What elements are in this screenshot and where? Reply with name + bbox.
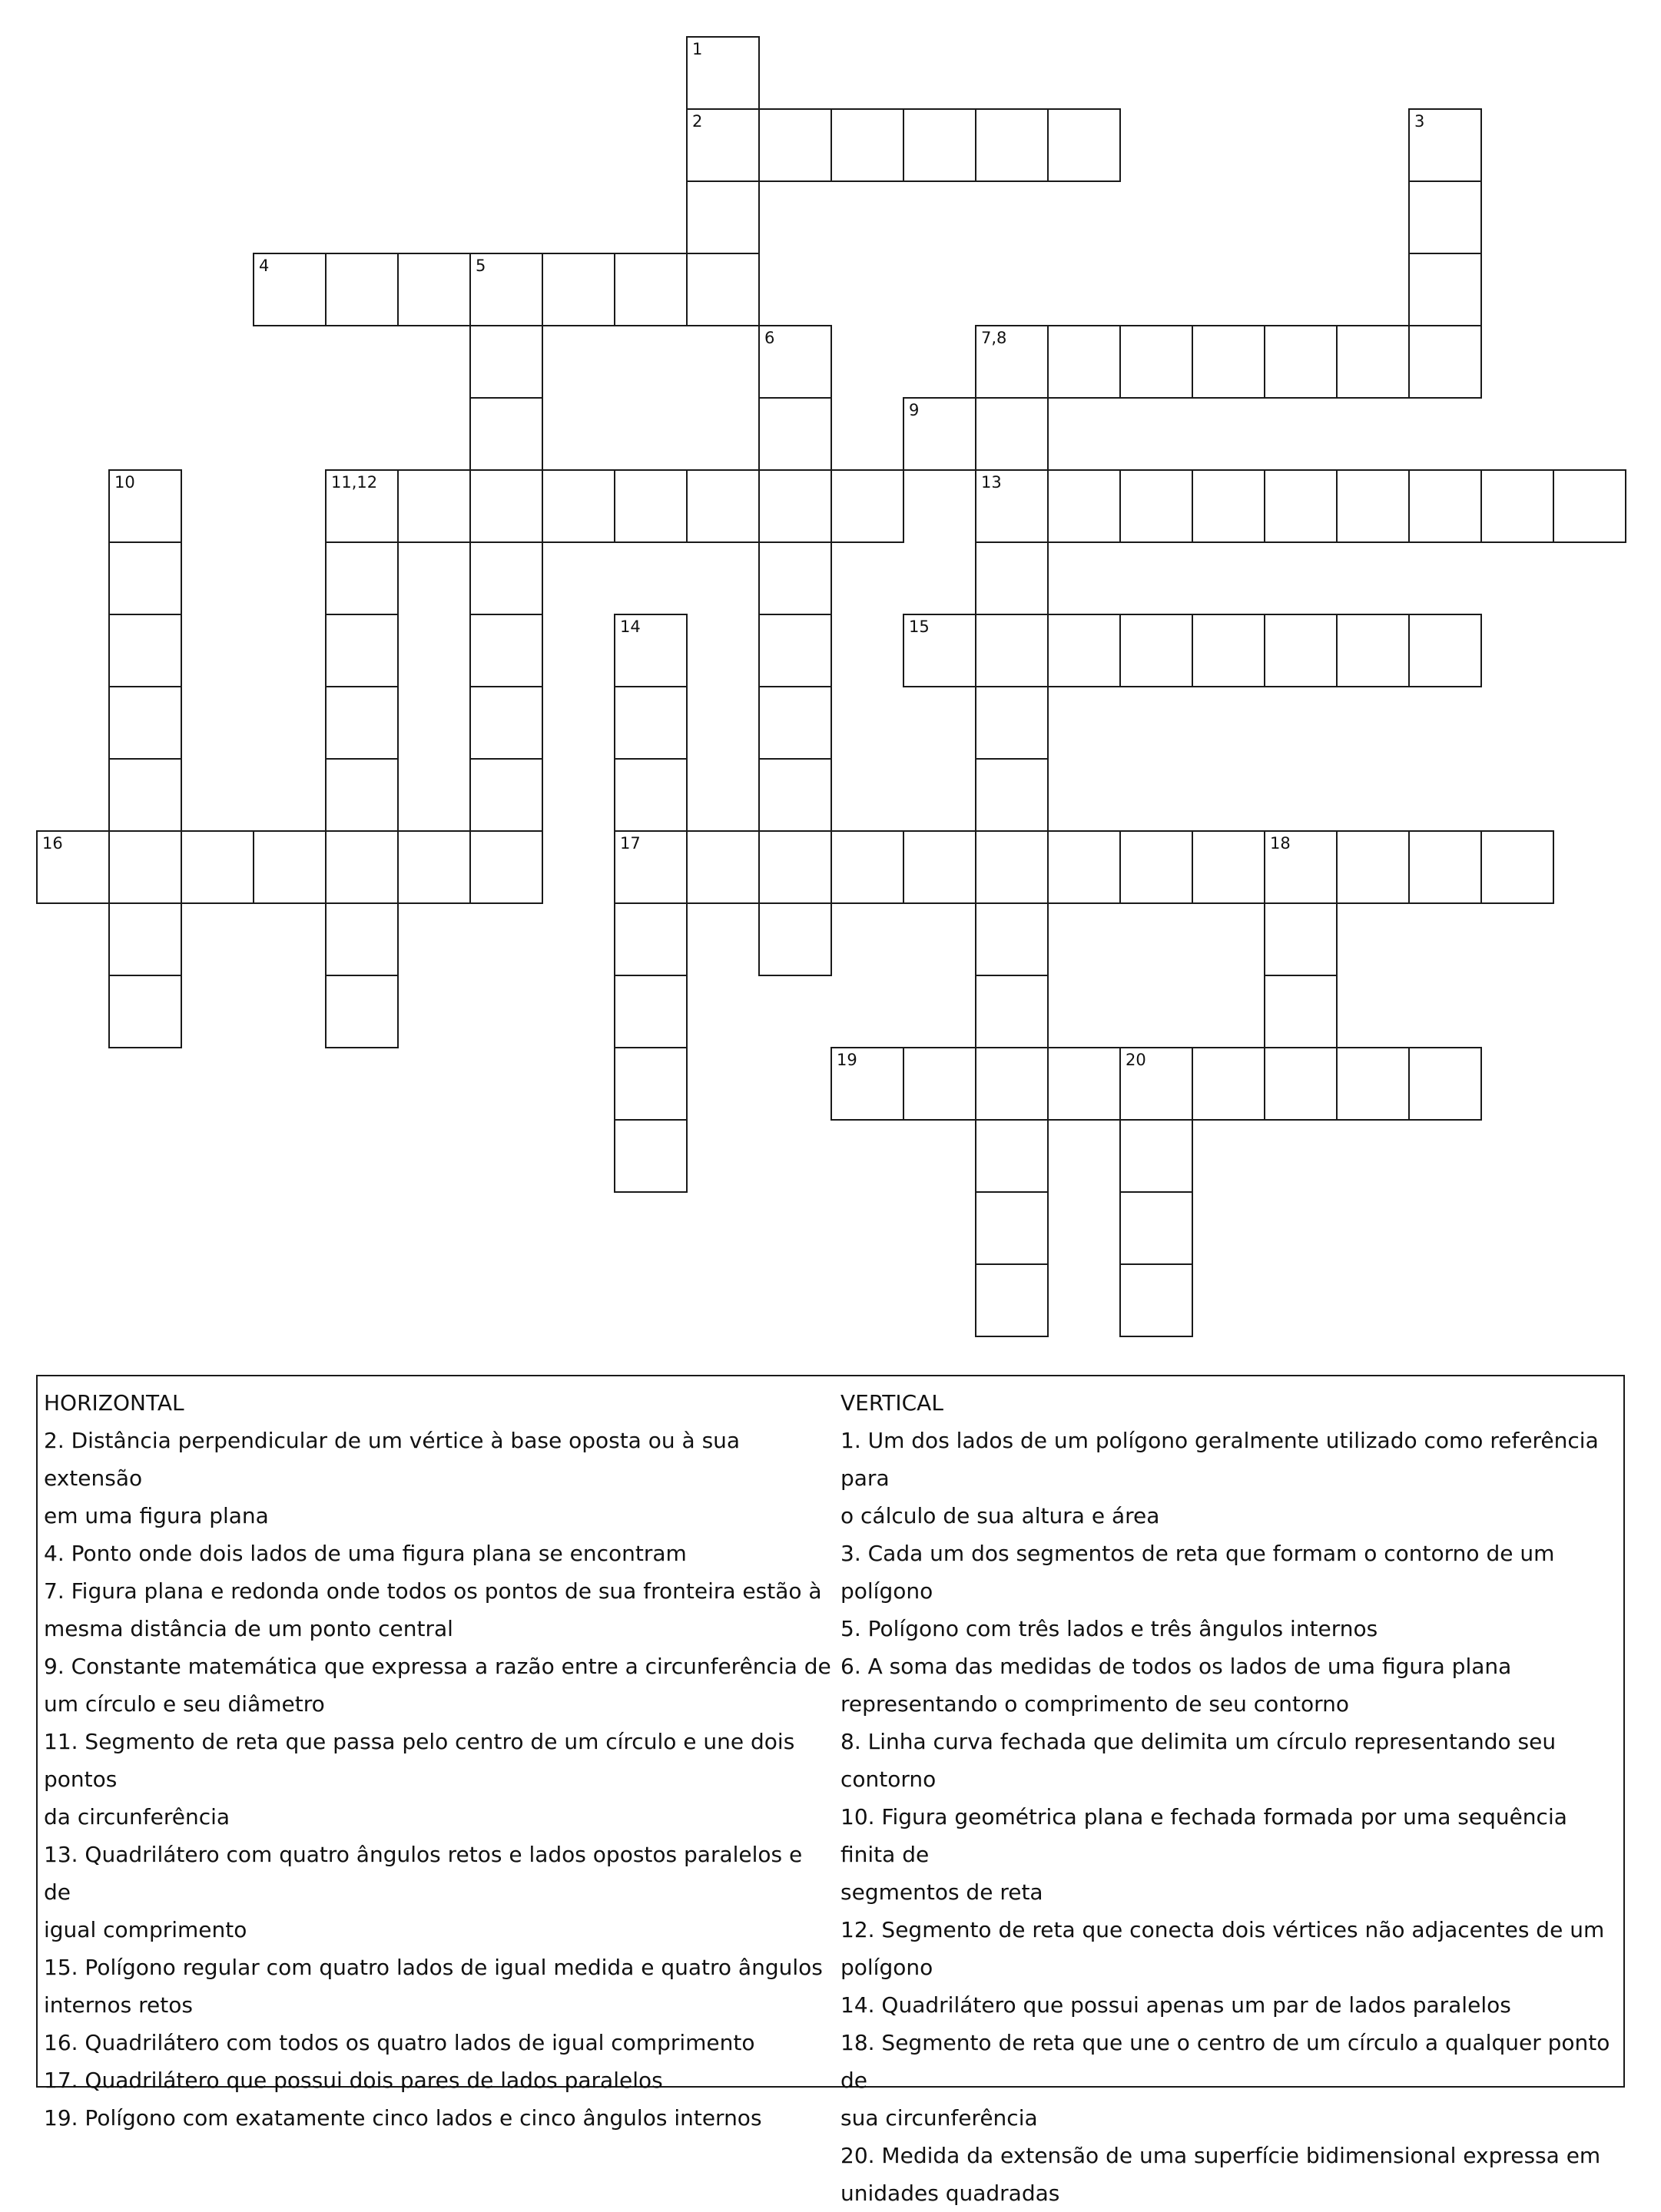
clue-number: 18 — [1270, 834, 1291, 853]
crossword-cell[interactable] — [108, 614, 182, 687]
crossword-cell[interactable] — [758, 469, 832, 543]
clue-number: 16 — [42, 834, 63, 853]
clue-number: 11,12 — [331, 473, 378, 492]
crossword-cell[interactable] — [1192, 614, 1265, 687]
crossword-cell[interactable] — [1264, 325, 1338, 399]
crossword-cell[interactable] — [108, 975, 182, 1048]
crossword-cell[interactable] — [1408, 1047, 1482, 1121]
crossword-cell-15[interactable] — [903, 614, 976, 687]
crossword-cell[interactable] — [1119, 614, 1193, 687]
crossword-cell[interactable] — [1408, 830, 1482, 904]
crossword-cell[interactable] — [758, 830, 832, 904]
clue-number: 13 — [981, 473, 1002, 492]
clue-number: 15 — [909, 618, 930, 636]
crossword-cell[interactable] — [1119, 1263, 1193, 1337]
crossword-cell[interactable] — [1119, 1119, 1193, 1193]
crossword-cell-10[interactable] — [108, 469, 182, 543]
crossword-cell[interactable] — [181, 830, 254, 904]
clue-line: 3. Cada um dos segmentos de reta que formam o contorno de um polígono — [840, 1541, 1555, 1604]
crossword-cell-6[interactable] — [758, 325, 832, 399]
crossword-cell[interactable] — [1047, 469, 1121, 543]
clue-line: internos retos — [44, 1992, 193, 2018]
crossword-cell-16[interactable] — [36, 830, 110, 904]
crossword-cell[interactable] — [325, 614, 399, 687]
crossword-cell[interactable] — [1264, 469, 1338, 543]
clue-line: igual comprimento — [44, 1917, 247, 1942]
vertical-heading: VERTICAL — [840, 1390, 943, 1416]
crossword-cell[interactable] — [975, 108, 1049, 182]
crossword-cell[interactable] — [1264, 902, 1338, 976]
crossword-cell[interactable] — [325, 902, 399, 976]
clue-line: da circunferência — [44, 1804, 230, 1830]
crossword-cell[interactable] — [1047, 108, 1121, 182]
crossword-cell[interactable] — [1480, 830, 1554, 904]
crossword-cell-3[interactable] — [1408, 108, 1482, 182]
crossword-cell[interactable] — [397, 469, 471, 543]
clue-line: sua circunferência — [840, 2105, 1038, 2131]
crossword-cell[interactable] — [975, 614, 1049, 687]
crossword-cell[interactable] — [469, 325, 543, 399]
clue-line: 14. Quadrilátero que possui apenas um par de lados paralelos — [840, 1992, 1511, 2018]
crossword-cell[interactable] — [469, 758, 543, 832]
crossword-cell[interactable] — [975, 758, 1049, 832]
crossword-cell[interactable] — [542, 253, 615, 326]
crossword-cell[interactable] — [903, 830, 976, 904]
crossword-cell-4[interactable] — [253, 253, 327, 326]
clue-line: 15. Polígono regular com quatro lados de igual medida e quatro ângulos — [44, 1955, 823, 1980]
crossword-cell[interactable] — [325, 253, 399, 326]
clue-line: 13. Quadrilátero com quatro ângulos retos e lados opostos paralelos e de — [44, 1842, 803, 1905]
crossword-cell[interactable] — [325, 541, 399, 615]
crossword-cell[interactable] — [758, 397, 832, 471]
crossword-cell[interactable] — [469, 541, 543, 615]
crossword-cell[interactable] — [397, 830, 471, 904]
crossword-cell[interactable] — [325, 830, 399, 904]
crossword-cell[interactable] — [325, 975, 399, 1048]
clue-line: 4. Ponto onde dois lados de uma figura plana se encontram — [44, 1541, 687, 1566]
crossword-cell[interactable] — [397, 253, 471, 326]
clue-line: 2. Distância perpendicular de um vértice à base oposta ou à sua extensão — [44, 1428, 741, 1491]
crossword-cell[interactable] — [108, 830, 182, 904]
clue-line: um círculo e seu diâmetro — [44, 1691, 325, 1717]
crossword-cell[interactable] — [1192, 469, 1265, 543]
crossword-cell[interactable] — [614, 1047, 688, 1121]
crossword-cell[interactable] — [830, 108, 904, 182]
crossword-cell[interactable] — [975, 397, 1049, 471]
crossword-cell[interactable] — [758, 902, 832, 976]
clue-number: 20 — [1126, 1051, 1146, 1069]
crossword-cell[interactable] — [614, 686, 688, 760]
clue-line: 10. Figura geométrica plana e fechada formada por uma sequência finita de — [840, 1804, 1567, 1867]
crossword-cell[interactable] — [1336, 614, 1410, 687]
crossword-cell-2[interactable] — [686, 108, 760, 182]
clue-number: 4 — [259, 257, 270, 275]
clue-line: o cálculo de sua altura e área — [840, 1503, 1160, 1528]
crossword-cell-9[interactable] — [903, 397, 976, 471]
vertical-clues — [840, 1384, 1624, 2212]
clue-line: 8. Linha curva fechada que delimita um círculo representando seu contorno — [840, 1729, 1557, 1792]
clue-line: 5. Polígono com três lados e três ângulos internos — [840, 1616, 1378, 1641]
crossword-cell[interactable] — [614, 902, 688, 976]
clue-line: 11. Segmento de reta que passa pelo centro de um círculo e une dois pontos — [44, 1729, 795, 1792]
crossword-cell[interactable] — [542, 469, 615, 543]
crossword-cell[interactable] — [975, 1047, 1049, 1121]
clue-number: 19 — [837, 1051, 857, 1069]
crossword-cell[interactable] — [1336, 1047, 1410, 1121]
crossword-cell[interactable] — [1264, 1047, 1338, 1121]
crossword-cell[interactable] — [108, 758, 182, 832]
crossword-cell[interactable] — [1264, 975, 1338, 1048]
crossword-cell-19[interactable] — [830, 1047, 904, 1121]
crossword-cell[interactable] — [830, 469, 904, 543]
crossword-cell[interactable] — [614, 253, 688, 326]
crossword-cell[interactable] — [469, 469, 543, 543]
crossword-cell[interactable] — [758, 686, 832, 760]
crossword-cell[interactable] — [830, 830, 904, 904]
crossword-cell[interactable] — [469, 614, 543, 687]
clue-number: 6 — [764, 329, 775, 347]
crossword-cell[interactable] — [614, 975, 688, 1048]
crossword-cell-5[interactable] — [469, 253, 543, 326]
clue-line: em uma figura plana — [44, 1503, 269, 1528]
crossword-cell[interactable] — [1119, 469, 1193, 543]
crossword-cell[interactable] — [686, 253, 760, 326]
crossword-cell[interactable] — [469, 830, 543, 904]
crossword-cell[interactable] — [1480, 469, 1554, 543]
crossword-cell-1[interactable] — [686, 36, 760, 110]
crossword-cell[interactable] — [1408, 614, 1482, 687]
crossword-cell[interactable] — [686, 830, 760, 904]
horizontal-clues — [44, 1384, 831, 2137]
crossword-cell[interactable] — [1192, 830, 1265, 904]
crossword-cell[interactable] — [1336, 469, 1410, 543]
crossword-cell[interactable] — [253, 830, 327, 904]
clues-box — [36, 1375, 1625, 2206]
clue-number: 5 — [476, 257, 486, 275]
crossword-cell[interactable] — [975, 686, 1049, 760]
clue-line: 18. Segmento de reta que une o centro de um círculo a qualquer ponto de — [840, 2030, 1610, 2093]
clue-number: 17 — [620, 834, 641, 853]
clue-number: 14 — [620, 618, 641, 636]
crossword-cell-14[interactable] — [614, 614, 688, 687]
crossword-cell[interactable] — [1336, 830, 1410, 904]
crossword-cell[interactable] — [975, 1263, 1049, 1337]
crossword-cell[interactable] — [1408, 180, 1482, 254]
crossword-cell[interactable] — [325, 686, 399, 760]
crossword-cell[interactable] — [975, 1191, 1049, 1265]
crossword-cell[interactable] — [975, 830, 1049, 904]
crossword-cell[interactable] — [1192, 1047, 1265, 1121]
crossword-cell[interactable] — [1047, 1047, 1121, 1121]
clue-line: 19. Polígono com exatamente cinco lados e cinco ângulos internos — [44, 2105, 762, 2131]
crossword-cell[interactable] — [1264, 614, 1338, 687]
crossword-cell[interactable] — [1119, 830, 1193, 904]
crossword-cell[interactable] — [903, 108, 976, 182]
crossword-cell[interactable] — [758, 541, 832, 615]
clue-number: 7,8 — [981, 329, 1007, 347]
crossword-cell[interactable] — [614, 469, 688, 543]
crossword-cell[interactable] — [758, 758, 832, 832]
crossword-cell[interactable] — [1047, 830, 1121, 904]
clue-number: 10 — [114, 473, 135, 492]
crossword-cell[interactable] — [1336, 325, 1410, 399]
crossword-cell[interactable] — [325, 758, 399, 832]
clue-line: 16. Quadrilátero com todos os quatro lados de igual comprimento — [44, 2030, 755, 2055]
crossword-cell[interactable] — [469, 397, 543, 471]
clue-line: unidades quadradas — [840, 2181, 1060, 2206]
crossword-cell[interactable] — [975, 902, 1049, 976]
crossword-cell[interactable] — [108, 541, 182, 615]
crossword-cell[interactable] — [1408, 253, 1482, 326]
crossword-cell-17[interactable] — [614, 830, 688, 904]
clue-number: 3 — [1414, 112, 1425, 131]
clue-number: 1 — [692, 40, 703, 58]
crossword-cell[interactable] — [1047, 614, 1121, 687]
clue-line: 20. Medida da extensão de uma superfície bidimensional expressa em — [840, 2143, 1601, 2168]
clue-line: polígono — [840, 1955, 933, 1980]
crossword-cell[interactable] — [614, 1119, 688, 1193]
clue-line: 1. Um dos lados de um polígono geralmente utilizado como referência para — [840, 1428, 1599, 1491]
crossword-cell-20[interactable] — [1119, 1047, 1193, 1121]
crossword-cell[interactable] — [1408, 325, 1482, 399]
crossword-cell[interactable] — [758, 614, 832, 687]
clue-line: mesma distância de um ponto central — [44, 1616, 453, 1641]
crossword-cell[interactable] — [686, 469, 760, 543]
crossword-cell[interactable] — [469, 686, 543, 760]
crossword-cell[interactable] — [903, 1047, 976, 1121]
crossword-cell[interactable] — [1192, 325, 1265, 399]
crossword-cell[interactable] — [1553, 469, 1626, 543]
horizontal-heading: HORIZONTAL — [44, 1390, 184, 1416]
crossword-cell[interactable] — [614, 758, 688, 832]
crossword-cell[interactable] — [975, 1119, 1049, 1193]
crossword-cell[interactable] — [1119, 1191, 1193, 1265]
clue-line: 7. Figura plana e redonda onde todos os pontos de sua fronteira estão à — [44, 1578, 822, 1604]
crossword-cell[interactable] — [1047, 325, 1121, 399]
crossword-cell[interactable] — [686, 180, 760, 254]
crossword-cell[interactable] — [1119, 325, 1193, 399]
clue-line: 17. Quadrilátero que possui dois pares de lados paralelos — [44, 2068, 663, 2093]
clue-line: 9. Constante matemática que expressa a razão entre a circunferência de — [44, 1654, 831, 1679]
crossword-cell[interactable] — [108, 902, 182, 976]
clue-number: 2 — [692, 112, 703, 131]
crossword-cell-7-8[interactable] — [975, 325, 1049, 399]
clue-line: 12. Segmento de reta que conecta dois vértices não adjacentes de um — [840, 1917, 1605, 1942]
crossword-cell[interactable] — [975, 541, 1049, 615]
crossword-cell[interactable] — [758, 108, 832, 182]
crossword-cell[interactable] — [975, 975, 1049, 1048]
crossword-cell-11-12[interactable] — [325, 469, 399, 543]
clue-line: 6. A soma das medidas de todos os lados de uma figura plana — [840, 1654, 1512, 1679]
crossword-cell-18[interactable] — [1264, 830, 1338, 904]
crossword-cell[interactable] — [108, 686, 182, 760]
clue-line: segmentos de reta — [840, 1879, 1043, 1905]
crossword-cell-13[interactable] — [975, 469, 1049, 543]
clue-line: representando o comprimento de seu contorno — [840, 1691, 1350, 1717]
clue-number: 9 — [909, 401, 920, 419]
crossword-cell[interactable] — [1408, 469, 1482, 543]
